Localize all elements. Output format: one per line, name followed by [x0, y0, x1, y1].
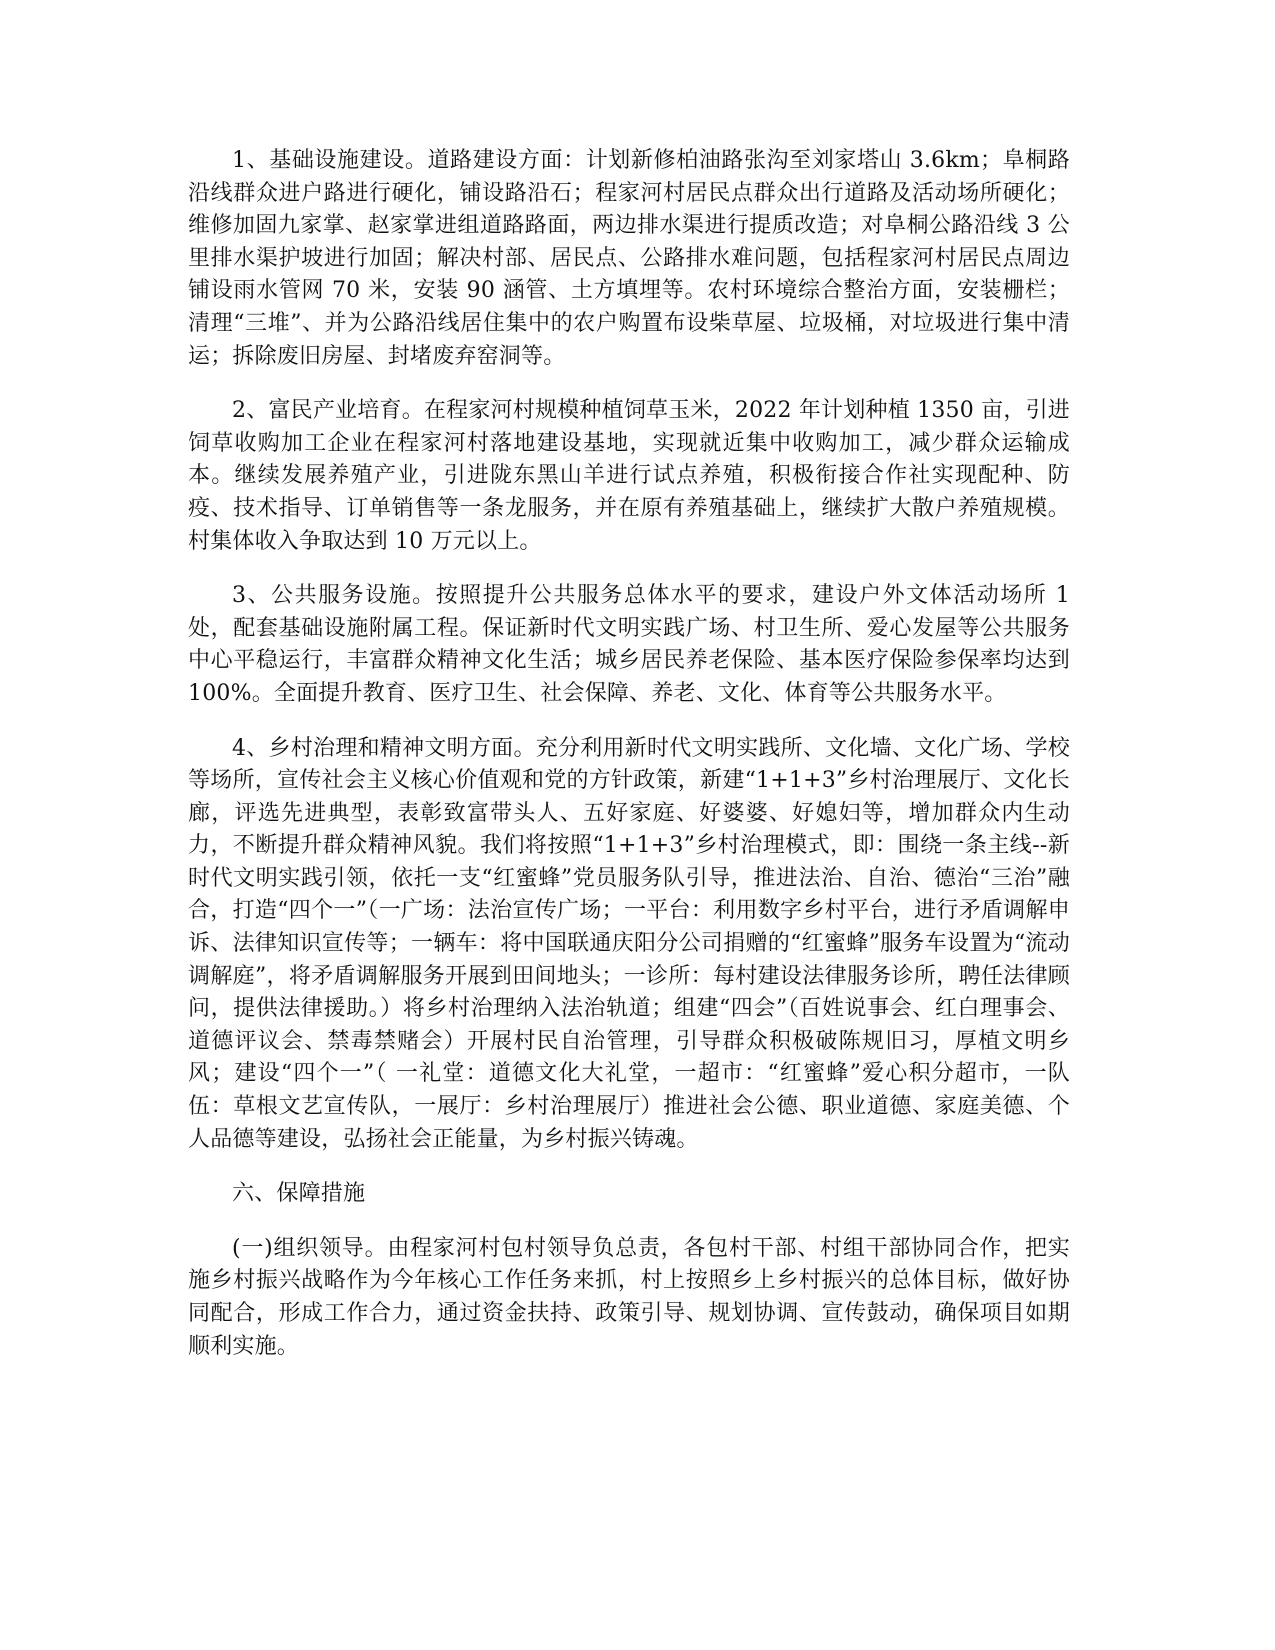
paragraph-infrastructure: 1、基础设施建设。道路建设方面：计划新修柏油路张沟至刘家塔山 3.6km；阜桐路沿线群众进户路进行硬化，铺设路沿石；程家河村居民点群众出行道路及活动场所硬化；维修加固九家掌、赵家掌进组道路路面，两边排水渠进行提质改造；对阜桐公路沿线 3 公里排水渠护坡进行加固；解决村部、居民点、公路排水难问题，包括程家河村居民点周边铺设雨水管网 70 米，安装 90 涵管、土方填埋等。农村环境综合整治方面，安装栅栏；清理“三堆”、并为公路沿线居住集中的农户购置布设柴草屋、垃圾桶，对垃圾进行集中清运；拆除废旧房屋、封堵废弃窑洞等。	[188, 148, 1070, 369]
document-page	[188, 145, 1070, 1385]
paragraph-industry: 2、富民产业培育。在程家河村规模种植饲草玉米，2022 年计划种植 1350 亩，引进饲草收购加工企业在程家河村落地建设基地，实现就近集中收购加工，减少群众运输成本。继续发展养殖产业，引进陇东黑山羊进行试点养殖，积极衔接合作社实现配种、防疫、技术指导、订单销售等一条龙服务，并在原有养殖基础上，继续扩大散户养殖规模。村集体收入争取达到 10 万元以上。	[188, 398, 1070, 554]
section-heading: 六、保障措施	[232, 1181, 366, 1207]
paragraph-public-services: 3、公共服务设施。按照提升公共服务总体水平的要求，建设户外文体活动场所 1 处，配套基础设施附属工程。保证新时代文明实践广场、村卫生所、爱心发屋等公共服务中心平稳运行，丰富群众精神文化生活；城乡居民养老保险、基本医疗保险参保率均达到 100%。全面提升教育、医疗卫生、社会保障、养老、文化、体育等公共服务水平。	[188, 583, 1070, 706]
paragraph-rural-governance: 4、乡村治理和精神文明方面。充分利用新时代文明实践所、文化墙、文化广场、学校等场所，宣传社会主义核心价值观和党的方针政策，新建“1+1+3”乡村治理展厅、文化长廊，评选先进典型，表彰致富带头人、五好家庭、好婆婆、好媳妇等，增加群众内生动力，不断提升群众精神风貌。我们将按照“1+1+3”乡村治理模式，即：围绕一条主线--新时代文明实践引领，依托一支“红蜜蜂”党员服务队引导，推进法治、自治、德治“三治”融合，打造“四个一”（一广场：法治宣传广场；一平台：利用数字乡村平台，进行矛盾调解申诉、法律知识宣传等；一辆车：将中国联通庆阳分公司捐赠的“红蜜蜂”服务车设置为“流动调解庭”，将矛盾调解服务开展到田间地头；一诊所：每村建设法律服务诊所，聘任法律顾问，提供法律援助。）将乡村治理纳入法治轨道；组建“四会”（百姓说事会、红白理事会、道德评议会、禁毒禁赌会）开展村民自治管理，引导群众积极破陈规旧习，厚植文明乡风；建设“四个一”（ 一礼堂：道德文化大礼堂，一超市：“红蜜蜂”爱心积分超市，一队伍：草根文艺宣传队，一展厅：乡村治理展厅）推进社会公德、职业道德、家庭美德、个人品德等建设，弘扬社会正能量，为乡村振兴铸魂。	[188, 735, 1070, 1152]
paragraph-organization: (一)组织领导。由程家河村包村领导负总责，各包村干部、村组干部协同合作，把实施乡村振兴战略作为今年核心工作任务来抓，村上按照乡上乡村振兴的总体目标，做好协同配合，形成工作合力，通过资金扶持、政策引导、规划协调、宣传鼓动，确保项目如期顺利实施。	[188, 1235, 1070, 1359]
